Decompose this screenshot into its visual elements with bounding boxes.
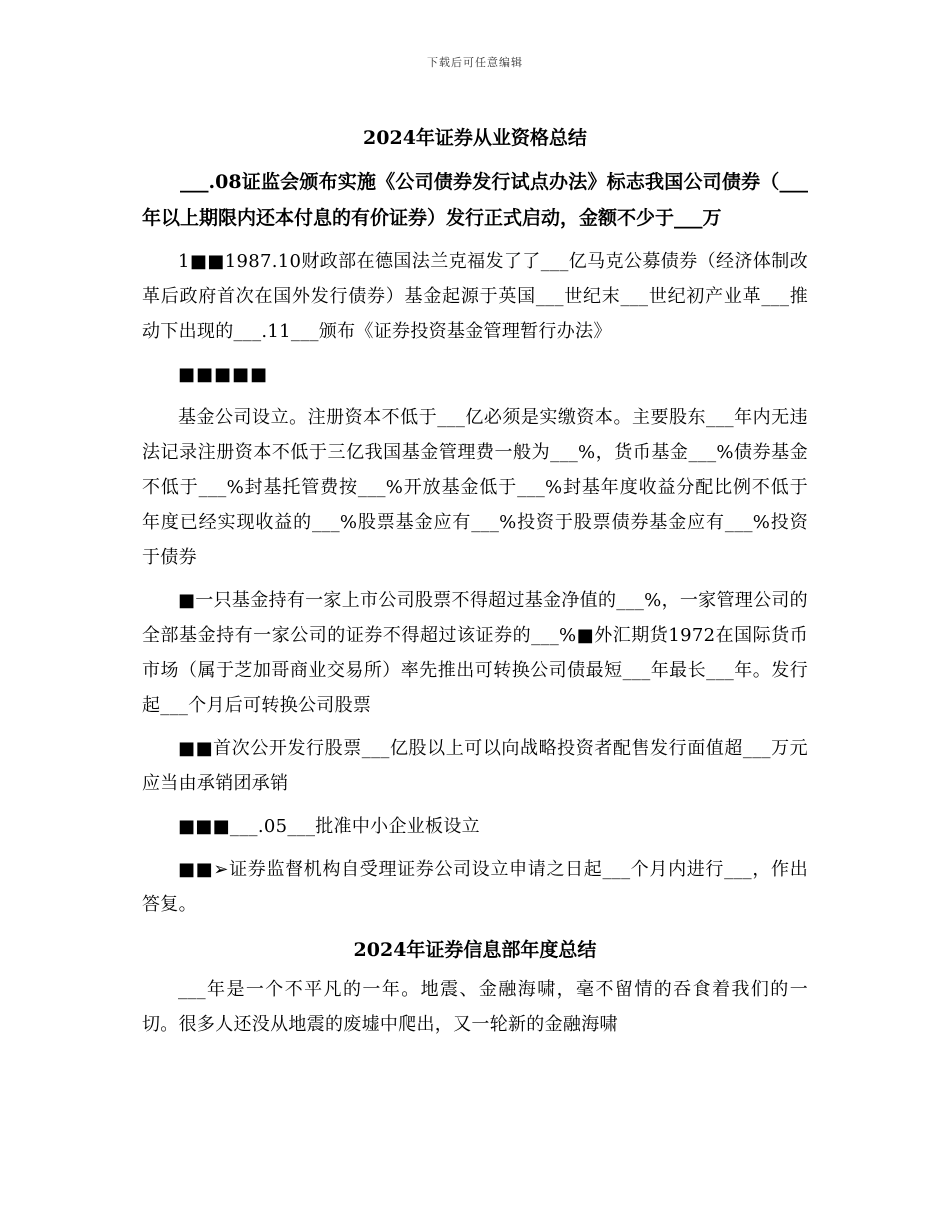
paragraph-bond-history: 1■■1987.10财政部在德国法兰克福发了了___亿马克公募债券（经济体制改革后政府首次在国外发行债券）基金起源于英国___世纪末___世纪初产业革___推动下出现的___.11___颁布《证券投资基金管理暂行办法》 (142, 251, 808, 342)
lead-paragraph: ___.08证监会颁布实施《公司债券发行试点办法》标志我国公司债券（___年以上期限内还本付息的有价证券）发行正式启动，金额不少于___万 (142, 171, 808, 229)
section-title-info-dept: 2024年证券信息部年度总结 (353, 939, 597, 961)
paragraph-fund-limits: ■一只基金持有一家上市公司股票不得超过基金净值的___%，一家管理公司的全部基金持有一家公司的证券不得超过该证券的___%■外汇期货1972在国际货币市场（属于芝加哥商业交易所）率先推出可转换公司债最短___年最长___年。发行起___个月后可转换公司股票 (142, 590, 808, 716)
paragraph-regulator: ■■➢证券监督机构自受理证券公司设立申请之日起___个月内进行___，作出答复。 (142, 859, 808, 915)
page-header-note: 下载后可任意编辑 (427, 56, 523, 69)
paragraph-ipo: ■■首次公开发行股票___亿股以上可以向战略投资者配售发行面值超___万元应当由承销团承销 (142, 738, 808, 794)
document-title: 2024年证券从业资格总结 (363, 127, 587, 149)
paragraph-sme-board: ■■■___.05___批准中小企业板设立 (178, 816, 480, 837)
document-body (142, 118, 808, 1050)
paragraph-marker-row: ■■■■■ (178, 364, 269, 385)
paragraph-annual-summary: ___年是一个不平凡的一年。地震、金融海啸，毫不留情的吞食着我们的一切。很多人还没从地震的废墟中爬出，又一轮新的金融海啸 (142, 979, 808, 1035)
paragraph-fund-company: 基金公司设立。注册资本不低于___亿必须是实缴资本。主要股东___年内无违法记录注册资本不低于三亿我国基金管理费一般为___%，货币基金___%债券基金不低于___%封基托管费按___%开放基金低于___%封基年度收益分配比例不低于年度已经实现收益的___%股票基金应有___%投资于股票债券基金应有___%投资于债券 (142, 407, 808, 568)
